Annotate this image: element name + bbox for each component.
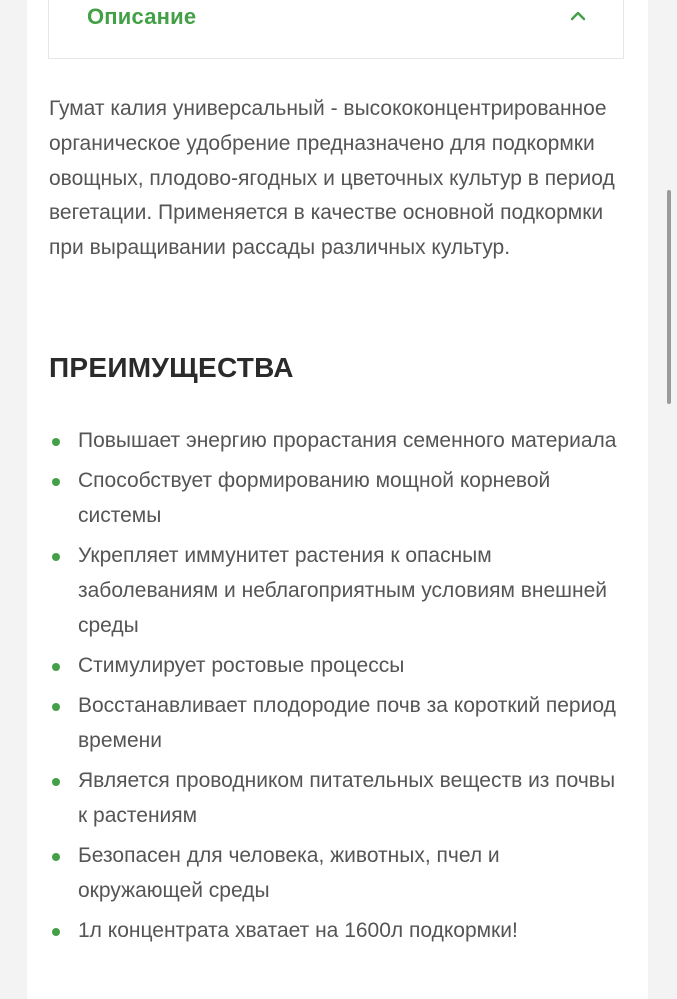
bullet-dot-icon [52,703,60,711]
bullet-dot-icon [52,928,60,936]
list-item [49,649,619,684]
list-item [49,539,619,643]
list-item-text: Восстанавливает плодородие почв за короткий период времени [78,694,616,752]
description-accordion-header[interactable] [48,0,624,59]
list-item [49,689,619,759]
list-item-text: Способствует формированию мощной корневой системы [78,469,551,527]
bullet-dot-icon [52,853,60,861]
bullet-dot-icon [52,438,60,446]
chevron-up-icon[interactable] [569,9,587,23]
list-item [49,464,619,534]
bullet-dot-icon [52,778,60,786]
bullet-dot-icon [52,478,60,486]
list-item-text: Безопасен для человека, животных, пчел и окружающей среды [78,844,500,902]
bullet-dot-icon [52,663,60,671]
list-item [49,839,619,909]
list-item-text: Укрепляет иммунитет растения к опасным заболеваниям и неблагоприятным условиям внешней среды [78,544,608,637]
list-item-text: Является проводником питательных веществ из почвы к растениям [78,769,616,827]
list-item-text: Стимулирует ростовые процессы [78,653,405,677]
list-item [49,424,619,459]
list-item [49,914,619,949]
accordion-title: Описание [87,4,197,29]
list-item-text: 1л концентрата хватает на 1600л подкормки! [78,919,518,943]
product-description: Гумат калия универсальный - высококонцентрированное органическое удобрение предназначено для подкормки овощных, плодово-ягодных и цветочных культур в период вегетации. Применяется в качестве основной подкормки при выращивании рассады различных культур. [49,97,615,260]
benefits-list [49,424,619,954]
list-item-text: Повышает энергию прорастания семенного материала [78,429,617,452]
list-item [49,764,619,834]
scrollbar-thumb[interactable] [667,190,671,404]
bullet-dot-icon [52,553,60,561]
benefits-heading: ПРЕИМУЩЕСТВА [49,352,294,383]
